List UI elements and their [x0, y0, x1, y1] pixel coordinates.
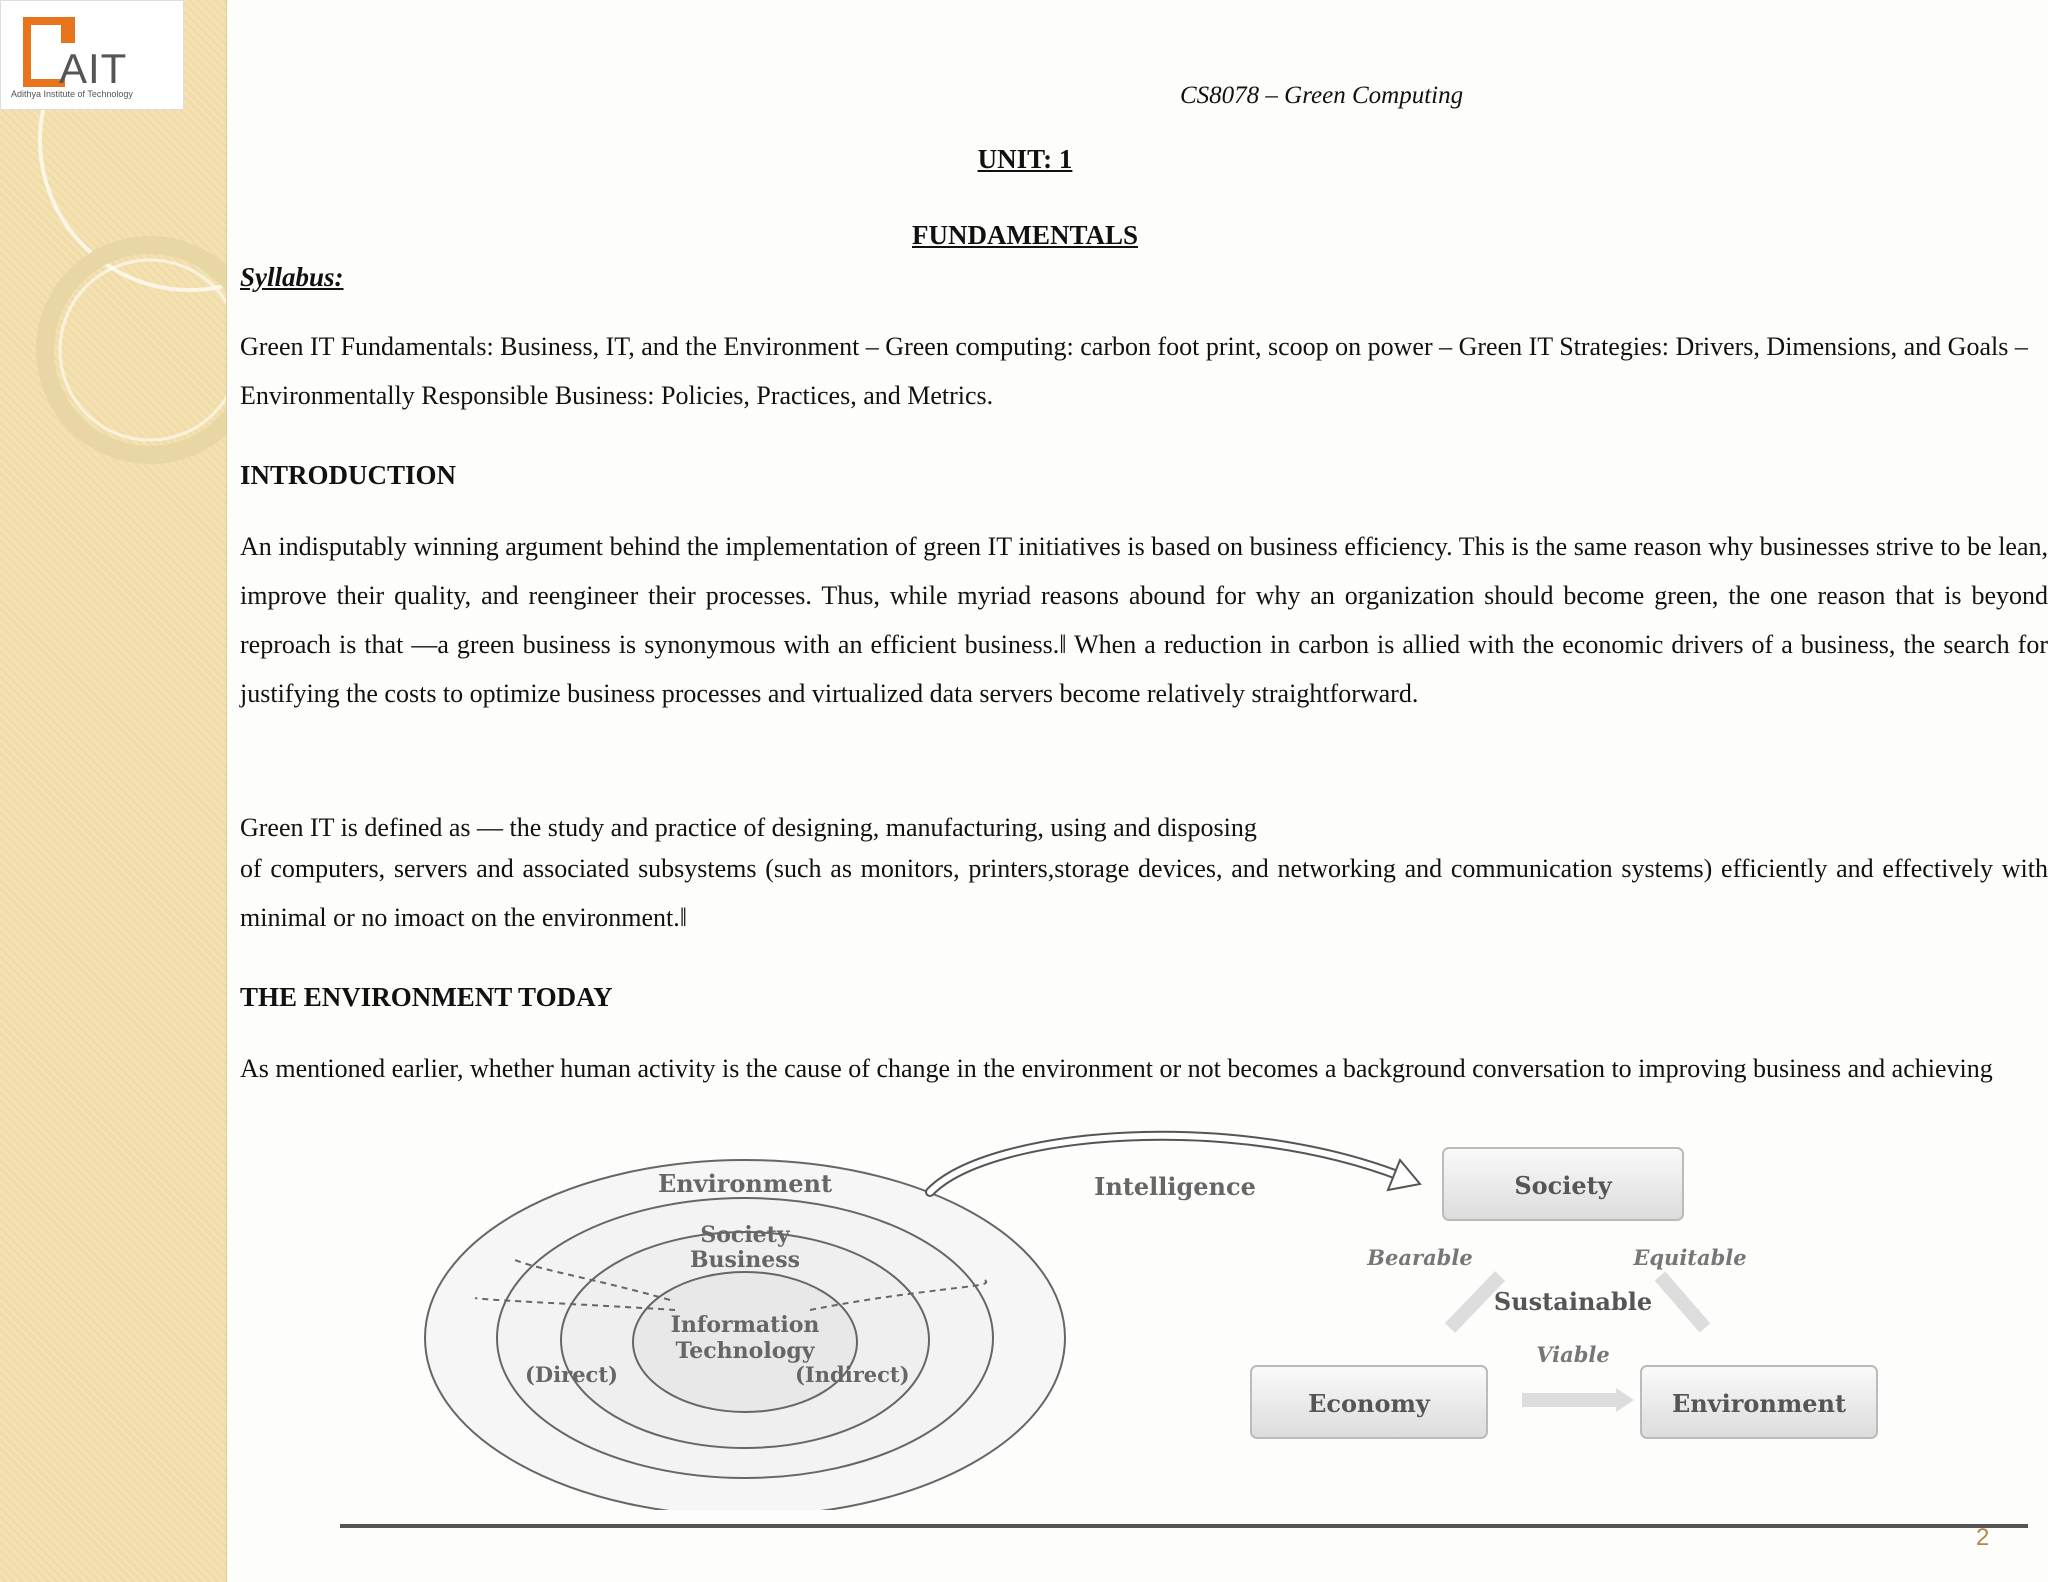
course-header: CS8078 – Green Computing: [1180, 82, 1464, 109]
it-label-line2: Technology: [675, 1338, 815, 1364]
introduction-heading: INTRODUCTION: [240, 460, 457, 490]
logo-text: AIT: [59, 45, 128, 92]
bearable-label: Bearable: [1367, 1245, 1473, 1270]
ring-business-label: Business: [689, 1247, 801, 1273]
equitable-label: Equitable: [1633, 1245, 1747, 1270]
ring-environment-label: Environment: [657, 1169, 833, 1198]
green-it-definition: of computers, servers and associated subsystems (such as monitors, printers,storage devices, and networking and communication systems) efficiently and effectively with minimal or no imoact on the environment.‖: [240, 854, 2048, 932]
footer-rule: [340, 1524, 2028, 1528]
viable-label: Viable: [1536, 1342, 1610, 1367]
logo-subtitle: Adithya Institute of Technology: [11, 89, 133, 99]
green-it-definition-line: Green IT is defined as ― the study and practice of designing, manufacturing, using and disposing: [240, 813, 1257, 842]
equitable-arrow: [1660, 1276, 1705, 1328]
chapter-title: FUNDAMENTALS: [911, 220, 1138, 250]
environment-paragraph: As mentioned earlier, whether human activity is the cause of change in the environment or not becomes a background conversation to improving business and achieving: [240, 1054, 1993, 1083]
indirect-label: (Indirect): [795, 1362, 910, 1387]
unit-title: UNIT: 1: [977, 144, 1073, 174]
direct-label: (Direct): [525, 1362, 618, 1387]
introduction-paragraph: An indisputably winning argument behind the implementation of green IT initiatives is based on business efficiency. This is the same reason why businesses strive to be lean, improve their quality, and reengineer their processes. Thus, while myriad reasons abound for why an organization should become green, the one reason that is beyond reproach is that ―a green business is synonymous with an efficient business.‖ When a reduction in carbon is allied with the economic drivers of a business, the search for justifying the costs to optimize business processes and virtualized data servers become relatively straightforward.: [240, 532, 2048, 708]
decorative-sidebar: [0, 0, 227, 1582]
institute-logo: [0, 0, 184, 110]
intelligence-label: Intelligence: [1094, 1172, 1256, 1201]
environment-heading: THE ENVIRONMENT TODAY: [240, 982, 613, 1012]
syllabus-text: Green IT Fundamentals: Business, IT, and the Environment – Green computing: carbon foot print, scoop on power – Green IT Strategies: Drivers, Dimensions, and Goals – Environmentally Responsible Business: Policies, Practices, and Metrics.: [240, 332, 2028, 410]
bearable-arrow: [1450, 1276, 1500, 1328]
syllabus-label: Syllabus:: [240, 262, 344, 292]
economy-box-label: Economy: [1308, 1389, 1430, 1418]
it-label-line1: Information: [670, 1312, 820, 1338]
ring-society-label: Society: [700, 1222, 790, 1248]
society-box-label: Society: [1514, 1171, 1612, 1200]
page-number: 2: [1976, 1524, 1990, 1551]
sustainable-label: Sustainable: [1493, 1287, 1653, 1316]
environment-box-label: Environment: [1671, 1389, 1847, 1418]
sustainability-figure: [340, 1110, 2000, 1510]
